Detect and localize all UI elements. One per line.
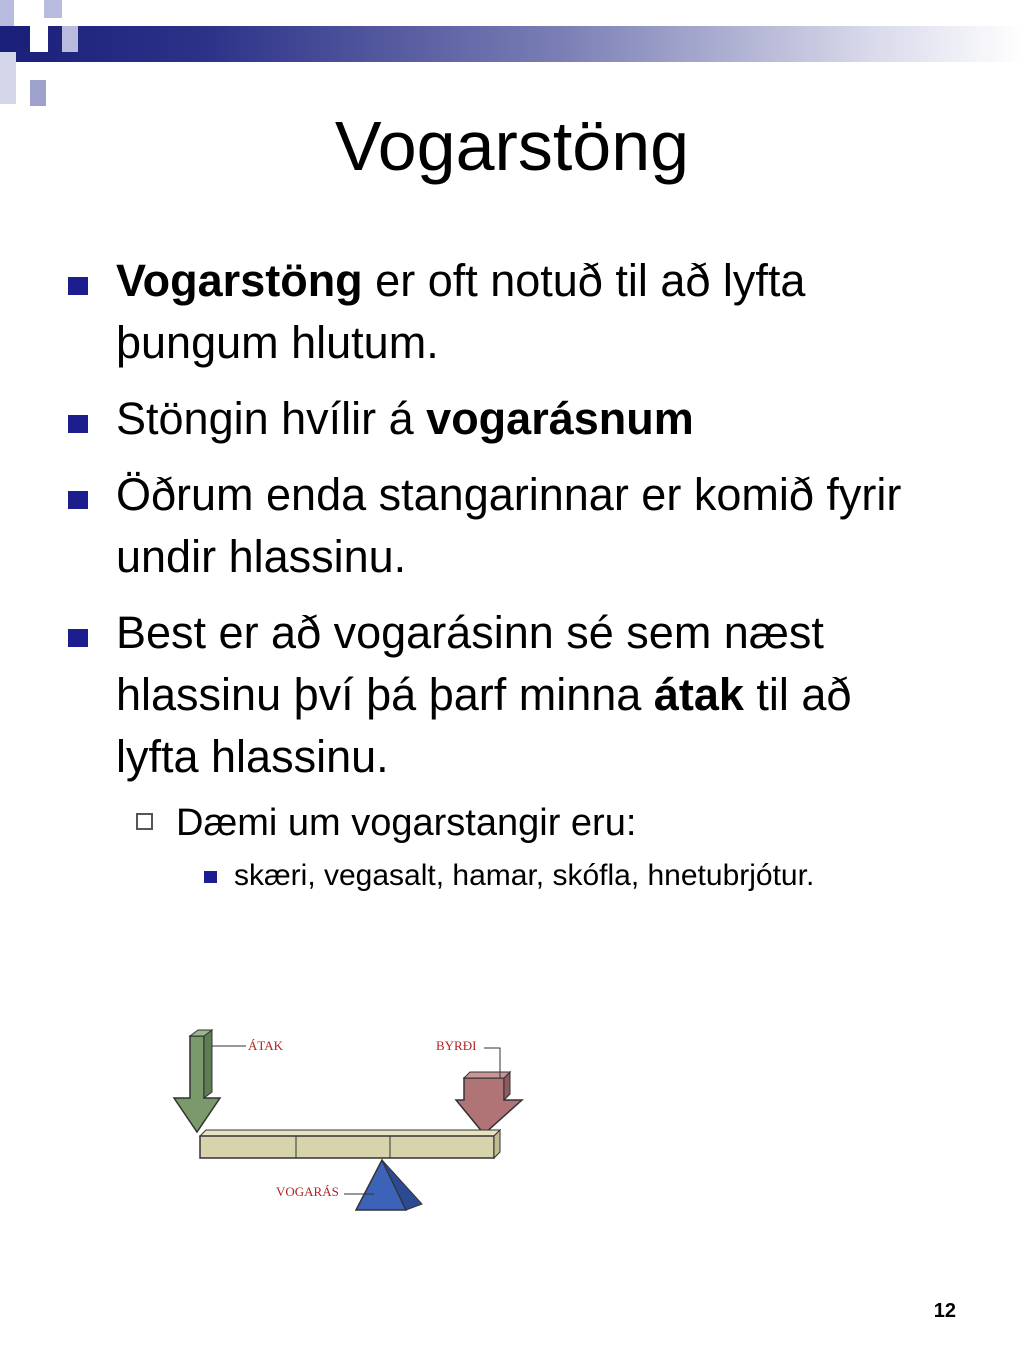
load-arrow	[456, 1072, 522, 1134]
bullet-bold: átak	[653, 669, 744, 720]
bullet-bold: vogarásnum	[426, 393, 694, 444]
sub-bullet-item	[62, 798, 942, 848]
sub-sub-bullet-item	[62, 856, 942, 896]
lever-diagram	[160, 1020, 540, 1220]
bullet-text-after: til að lyfta hlassinu.	[116, 669, 852, 782]
bullet-item	[62, 388, 942, 450]
page-number: 12	[933, 1300, 956, 1322]
bullet-text: Öðrum enda stangarinnar er komið fyrir undir hlassinu.	[116, 469, 902, 582]
slide-title: Vogarstöng	[334, 107, 690, 185]
bullet-marker	[68, 491, 88, 509]
bullet-marker	[68, 629, 88, 647]
lever-beam	[200, 1130, 500, 1158]
bullet-marker	[68, 415, 88, 433]
bullet-text: er oft notuð til að lyfta þungum hlutum.	[116, 255, 806, 368]
sub-sub-bullet-text: skæri, vegasalt, hamar, skófla, hnetubrjótur.	[234, 859, 815, 892]
bullet-list	[62, 250, 942, 896]
header-banner	[0, 26, 1024, 62]
load-label: BYRÐI	[436, 1038, 477, 1053]
bullet-marker	[204, 871, 217, 883]
bullet-bold: Vogarstöng	[116, 255, 363, 306]
bullet-item	[62, 464, 942, 588]
effort-arrow	[174, 1030, 220, 1132]
bullet-text: Stöngin hvílir á	[116, 393, 427, 444]
hollow-square-marker	[136, 813, 153, 830]
fulcrum-label: VOGARÁS	[276, 1184, 339, 1199]
effort-label: ÁTAK	[248, 1038, 284, 1053]
sub-bullet-text: Dæmi um vogarstangir eru:	[176, 802, 637, 844]
fulcrum	[356, 1160, 422, 1210]
bullet-item	[62, 250, 942, 374]
bullet-item	[62, 602, 942, 788]
bullet-marker	[68, 277, 88, 295]
bullet-text: Best er að vogarásinn sé sem næst hlassinu því þá þarf minna	[116, 607, 824, 720]
